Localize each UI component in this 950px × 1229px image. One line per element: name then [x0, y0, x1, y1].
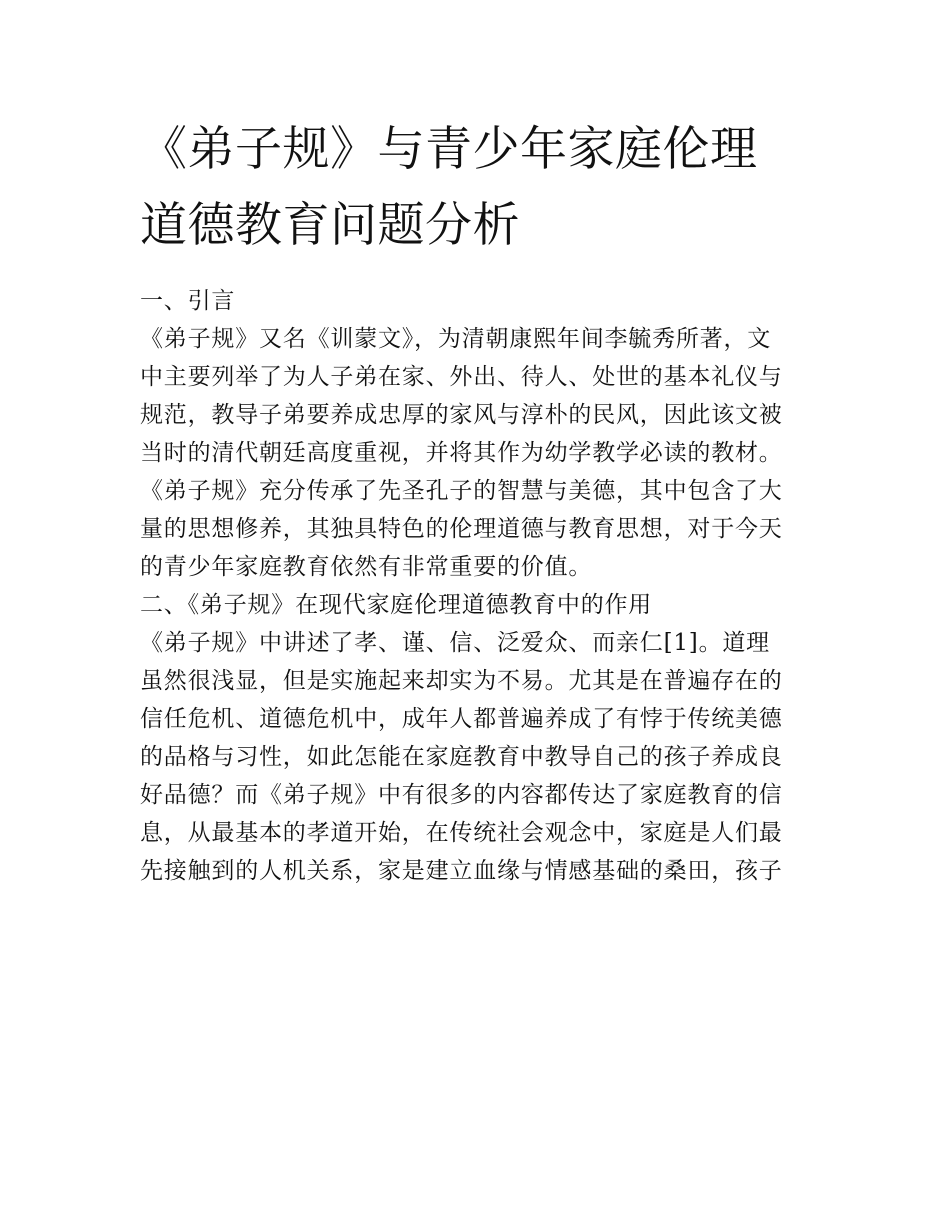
paragraph-line: 好品德？而《弟子规》中有很多的内容都传达了家庭教育的信 [140, 782, 783, 808]
paragraph-line: 中主要列举了为人子弟在家、外出、待人、处世的基本礼仪与 [140, 364, 783, 390]
paragraph-line: 先接触到的人机关系，家是建立血缘与情感基础的桑田，孩子 [140, 858, 783, 884]
section-heading-introduction: 一、引言 [140, 288, 236, 314]
paragraph-line: 的青少年家庭教育依然有非常重要的价值。 [140, 554, 593, 580]
paragraph-line: 《弟子规》充分传承了先圣孔子的智慧与美德，其中包含了大 [140, 478, 783, 504]
paragraph-line: 《弟子规》又名《训蒙文》，为清朝康熙年间李毓秀所著，文 [140, 326, 772, 352]
paragraph-line: 《弟子规》中讲述了孝、谨、信、泛爱众、而亲仁[1]。道理 [140, 630, 770, 656]
paragraph-line: 规范，教导子弟要养成忠厚的家风与淳朴的民风，因此该文被 [140, 402, 783, 428]
paragraph-line: 信任危机、道德危机中，成年人都普遍养成了有悖于传统美德 [140, 706, 783, 732]
section-heading-role: 二、《弟子规》在现代家庭伦理道德教育中的作用 [140, 592, 653, 618]
paragraph-line: 当时的清代朝廷高度重视，并将其作为幼学教学必读的教材。 [140, 440, 783, 466]
paragraph-line: 量的思想修养，其独具特色的伦理道德与教育思想，对于今天 [140, 516, 783, 542]
title-line-2: 道德教育问题分析 [140, 198, 520, 253]
document-body [140, 282, 820, 890]
paragraph-line: 息，从最基本的孝道开始，在传统社会观念中，家庭是人们最 [140, 820, 783, 846]
paragraph-line: 虽然很浅显，但是实施起来却实为不易。尤其是在普遍存在的 [140, 668, 783, 694]
paragraph-line: 的品格与习性，如此怎能在家庭教育中教导自己的孩子养成良 [140, 744, 783, 770]
document-title [140, 112, 820, 264]
title-line-1: 《弟子规》与青少年家庭伦理 [140, 122, 758, 177]
